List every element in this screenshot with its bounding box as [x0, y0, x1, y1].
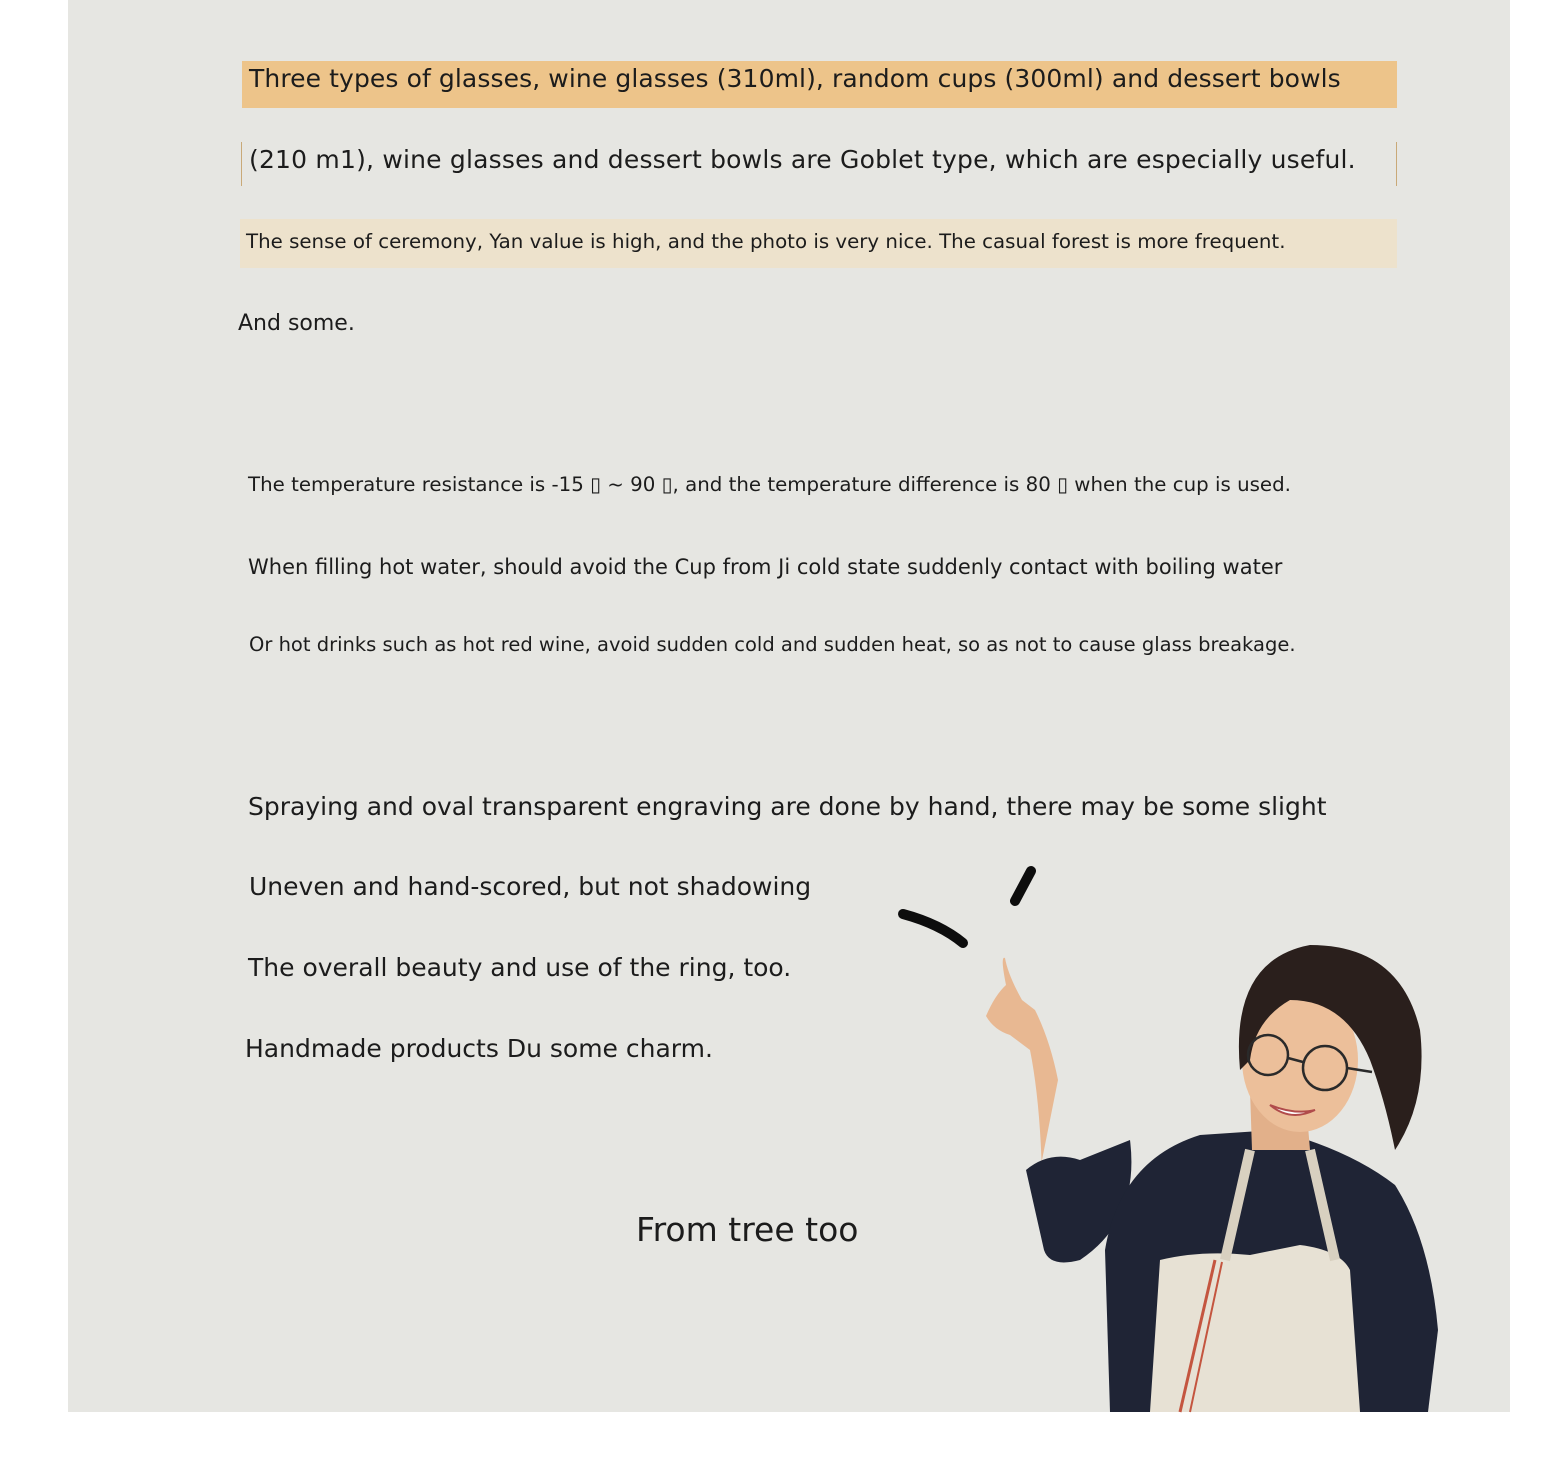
text-glass-types: Three types of glasses, wine glasses (310ml), random cups (300ml) and dessert bowls	[249, 64, 1341, 93]
text-and-some: And some.	[238, 311, 355, 336]
text-overall-beauty: The overall beauty and use of the ring, too.	[248, 953, 792, 982]
text-hot-water: When filling hot water, should avoid the Cup from Ji cold state suddenly contact with boiling water	[248, 555, 1283, 579]
text-spraying-engraving: Spraying and oval transparent engraving are done by hand, there may be some slight	[248, 792, 1327, 821]
apron	[1150, 1245, 1360, 1412]
text-temperature-resistance: The temperature resistance is -15 ▯ ~ 90 ▯, and the temperature difference is 80 ▯ when the cup is used.	[248, 473, 1291, 496]
text-ceremony: The sense of ceremony, Yan value is high, and the photo is very nice. The casual forest is more frequent.	[246, 230, 1286, 253]
text-uneven: Uneven and hand-scored, but not shadowing	[249, 872, 812, 901]
text-hot-drinks: Or hot drinks such as hot red wine, avoid sudden cold and sudden heat, so as not to cause glass breakage.	[249, 633, 1296, 656]
emphasis-marks-icon	[903, 871, 1031, 943]
raised-arm	[986, 958, 1058, 1175]
text-goblet-type: (210 m1), wine glasses and dessert bowls are Goblet type, which are especially useful.	[249, 145, 1356, 174]
signature-text: From tree too	[636, 1210, 859, 1249]
text-handmade: Handmade products Du some charm.	[245, 1034, 713, 1063]
